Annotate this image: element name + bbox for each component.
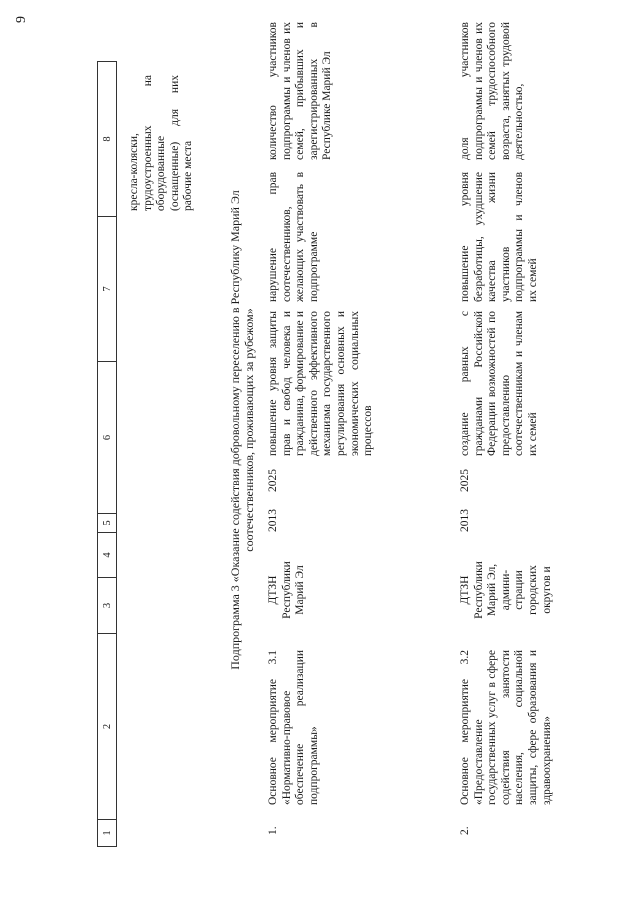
row-end-year: 2025: [267, 469, 279, 492]
carryover-indicator: кресла-коляски, трудоустроенных на оборудованные (оснащенные) для них рабочие места: [128, 75, 195, 211]
row-executor: ДТЗН Республики Марий Эл: [267, 561, 307, 619]
row-executor: ДТЗН Республики Марий Эл, админи-страции городских округов и: [459, 561, 553, 619]
row-start-year: 2013: [267, 509, 279, 532]
row-consequences: повышение уровня безработицы, ухудшение качества жизни участников подпрограммы и членов их семей: [459, 172, 539, 302]
col-num-8: 8: [98, 62, 117, 217]
subprogram-title-line-1: Подпрограмма 3 «Оказание содействия добровольному переселению в Республику Марий Эл: [228, 190, 242, 670]
row-name: Основное мероприятие 3.2 «Предоставление государственных услуг в сфере содействия занятости населения, социальной защиты, сфере образования и здравоохранения»: [459, 650, 553, 805]
col-num-2: 2: [98, 634, 117, 820]
row-indicator: количество участников подпрограммы и членов их семей, прибывших и зарегистрированных в Республике Марий Эл: [267, 22, 334, 160]
subprogram-title-line-2: соотечественников, проживающих за рубежом»: [242, 308, 256, 552]
row-result: создание равных с гражданами Российской Федерации возможностей по предоставлению соотечественникам и членам их семей: [459, 311, 539, 456]
row-indicator: доля участников подпрограммы и членов их семей трудоспособного возраста, занятых трудовой деятельностью,: [459, 22, 526, 160]
col-num-4: 4: [98, 533, 117, 578]
col-num-5: 5: [98, 514, 117, 533]
row-name: Основное мероприятие 3.1 «Нормативно-правовое обеспечение реализации подпрограммы»: [267, 650, 320, 805]
row-number: 2.: [459, 826, 471, 835]
col-num-1: 1: [98, 820, 117, 847]
page-number: 9: [14, 16, 29, 23]
col-num-6: 6: [98, 362, 117, 514]
column-number-header: [97, 61, 117, 847]
col-num-7: 7: [98, 217, 117, 362]
row-start-year: 2013: [459, 509, 471, 532]
row-number: 1.: [267, 826, 279, 835]
subprogram-title: [228, 145, 256, 715]
row-result: повышение уровня защиты прав и свобод человека и гражданина, формирование и действенного эффективного механизма государственного регулирования основных и экономических социальных процессов: [267, 311, 375, 456]
col-num-3: 3: [98, 578, 117, 634]
row-end-year: 2025: [459, 469, 471, 492]
row-consequences: нарушение прав соотечественников, желающих участвовать в подпрограмме: [267, 172, 320, 302]
